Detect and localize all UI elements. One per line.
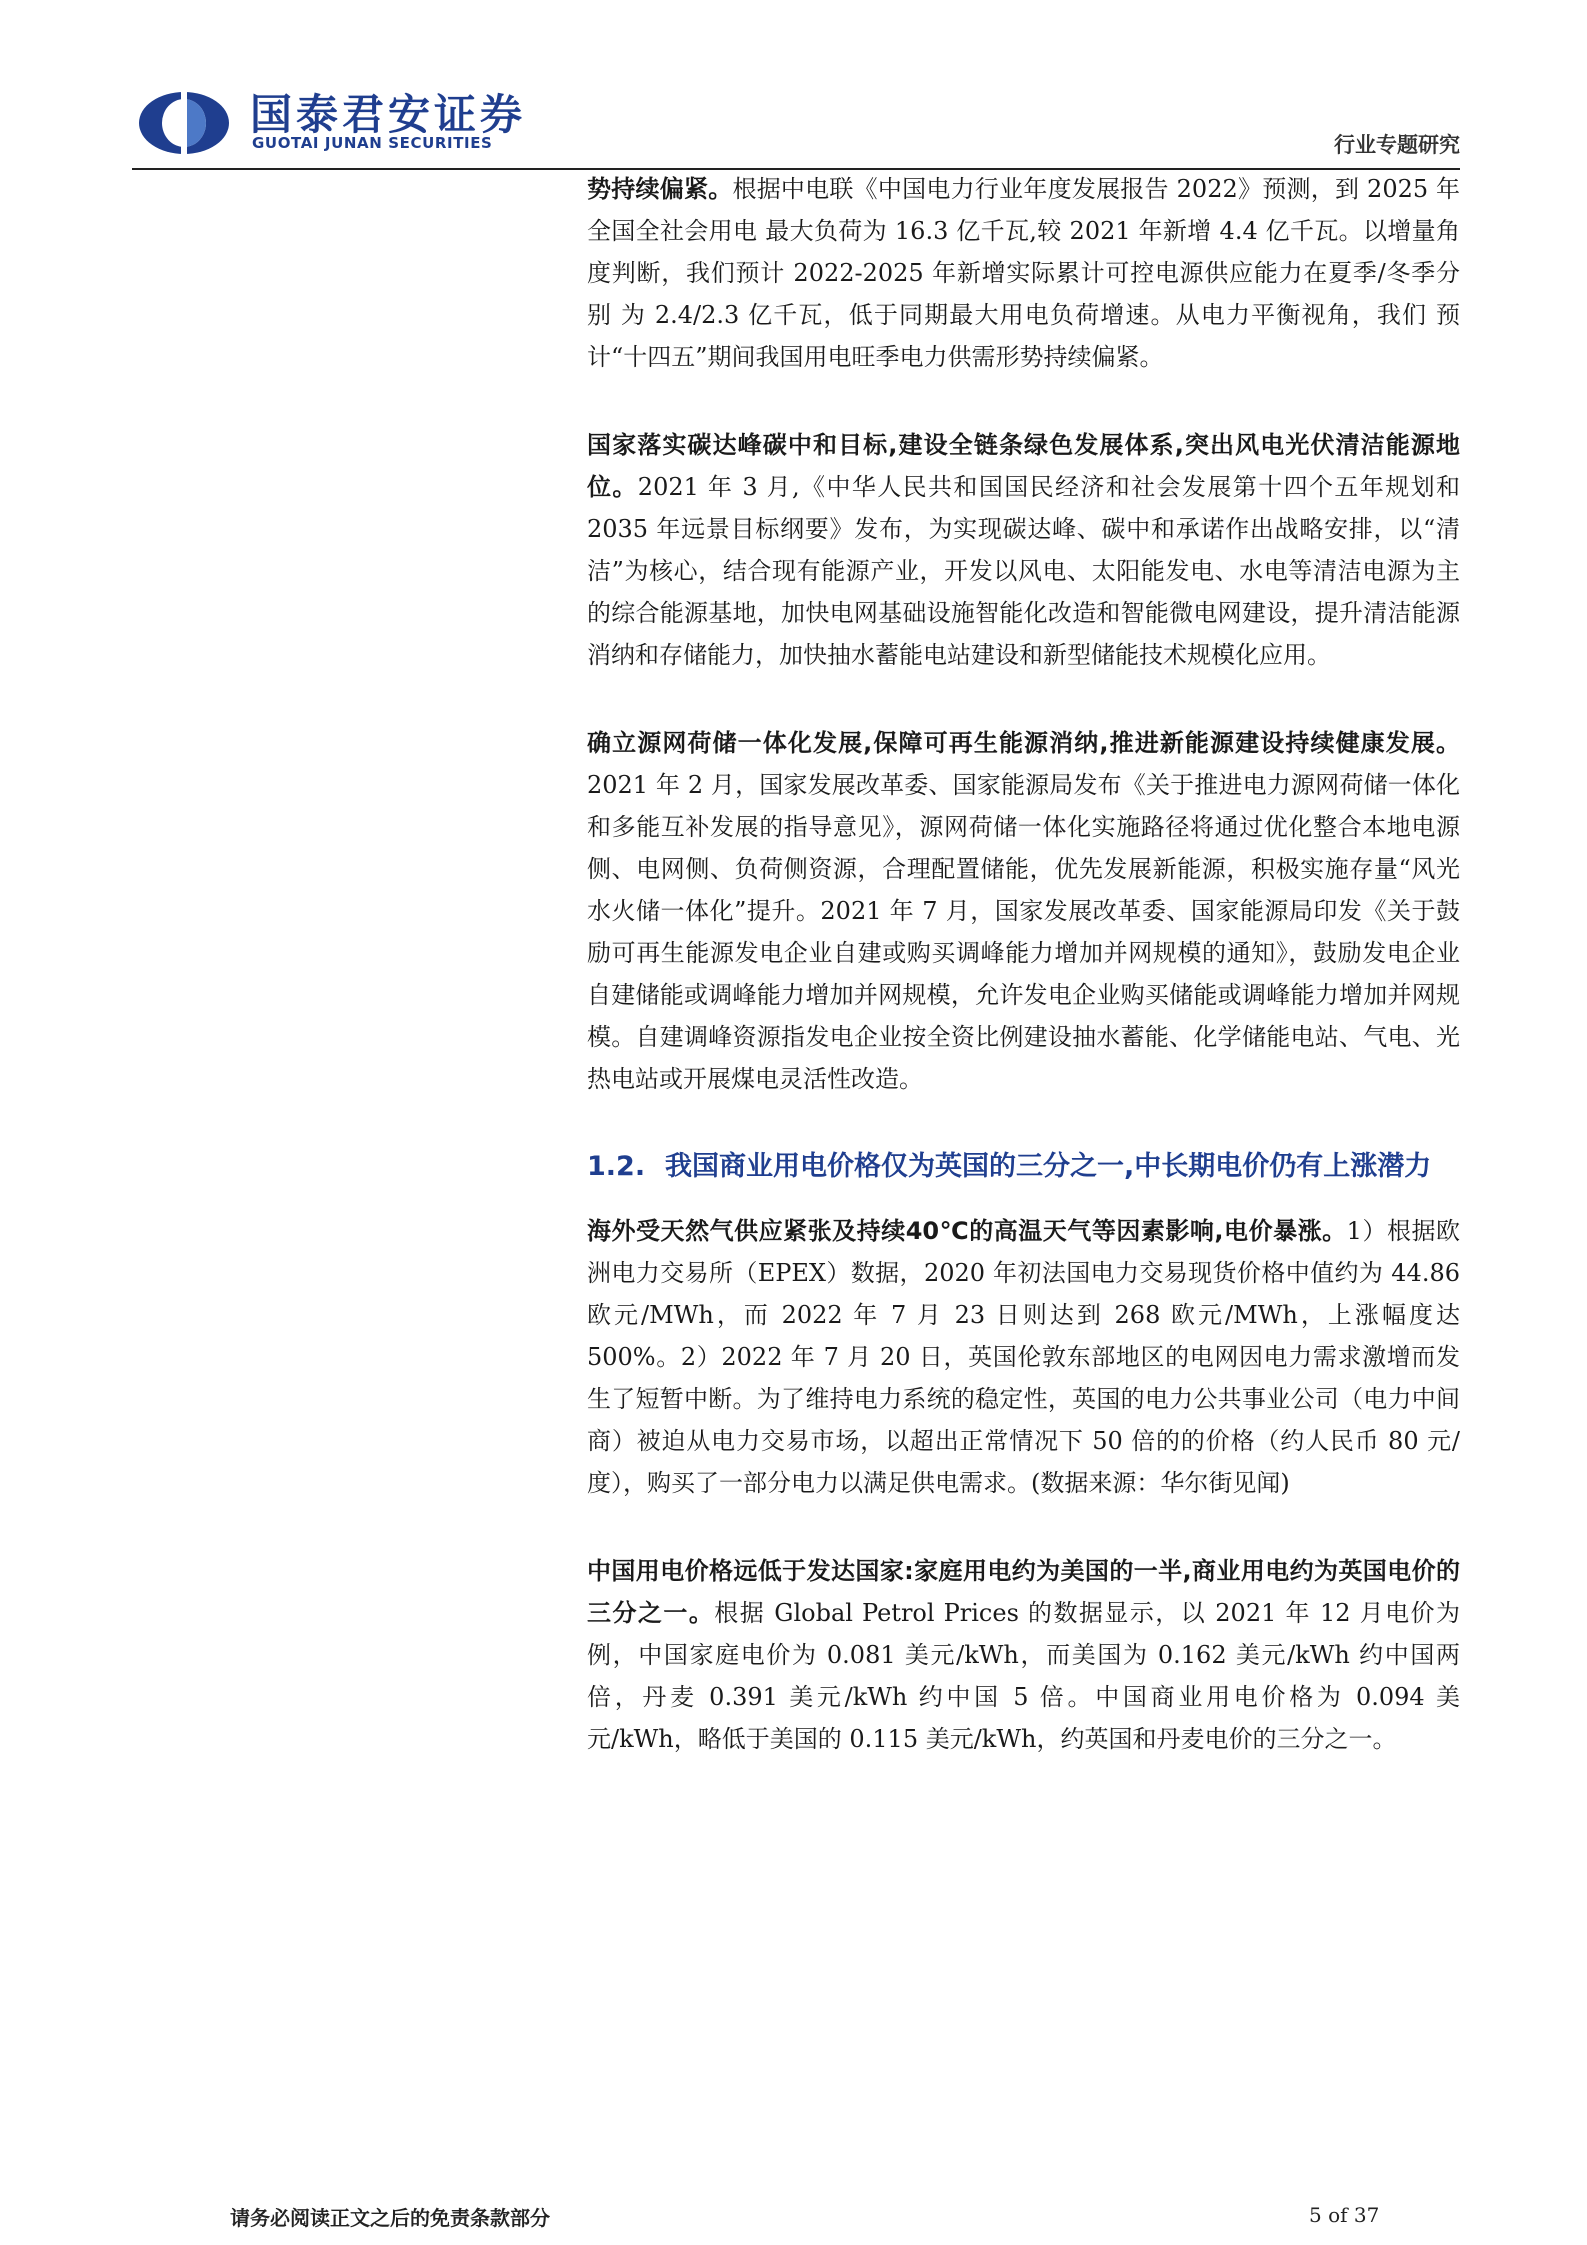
paragraph-power-supply-tight <box>587 168 1460 378</box>
paragraph-body: 2021 年 2 月，国家发展改革委、国家能源局发布《关于推进电力源网荷储一体化和多能互补发展的指导意见》，源网荷储一体化实施路径将通过优化整合本地电源侧、电网侧、负荷侧资源，合理配置储能，优先发展新能源，积极实施存量“风光水火储一体化”提升。2021 年 7 月，国家发展改革委、国家能源局印发《关于鼓励可再生能源发电企业自建或购买调峰能力增加并网规模的通知》，鼓励发电企业自建储能或调峰能力增加并网规模，允许发电企业购买储能或调峰能力增加并网规模。自建调峰资源指发电企业按全资比例建设抽水蓄能、化学储能电站、气电、光热电站或开展煤电灵活性改造。 <box>587 771 1460 1093</box>
main-content <box>587 168 1460 1806</box>
paragraph-lead: 中国用电价格远低于发达国家:家庭用电约为美国的一半,商业用电约为英国电价的三分之一。 <box>587 1557 1460 1627</box>
paragraph-lead: 海外受天然气供应紧张及持续40℃的高温天气等因素影响,电价暴涨。 <box>587 1217 1347 1245</box>
footer-disclaimer: 请务必阅读正文之后的免责条款部分 <box>230 2206 550 2230</box>
page-number: 5 of 37 <box>1309 2203 1380 2227</box>
page-header <box>0 0 1587 172</box>
paragraph-body: 根据 Global Petrol Prices 的数据显示，以 2021 年 12 月电价为例，中国家庭电价为 0.081 美元/kWh，而美国为 0.162 美元/kWh 约中国两倍，丹麦 0.391 美元/kWh 约中国 5 倍。中国商业用电价格为 0.094 美元/kWh，略低于美国的 0.115 美元/kWh，约英国和丹麦电价的三分之一。 <box>587 1599 1460 1753</box>
paragraph-lead: 确立源网荷储一体化发展,保障可再生能源消纳,推进新能源建设持续健康发展。 <box>587 729 1460 757</box>
section-number: 1.2. <box>587 1151 646 1182</box>
paragraph-body: 1）根据欧洲电力交易所（EPEX）数据，2020 年初法国电力交易现货价格中值约为 44.86 欧元/MWh，而 2022 年 7 月 23 日则达到 268 欧元/MWh，上涨幅度达 500%。2）2022 年 7 月 20 日，英国伦敦东部地区的电网因电力需求激增而发生了短暂中断。为了维持电力系统的稳定性，英国的电力公共事业公司（电力中间商）被迫从电力交易市场，以超出正常情况下 50 倍的的价格（约人民币 80 元/度），购买了一部分电力以满足供电需求。(数据来源：华尔街见闻) <box>587 1217 1460 1497</box>
paragraph-body: 2021 年 3 月,《中华人民共和国国民经济和社会发展第十四个五年规划和 2035 年远景目标纲要》发布，为实现碳达峰、碳中和承诺作出战略安排，以“清洁”为核心，结合现有能源产业，开发以风电、太阳能发电、水电等清洁电源为主的综合能源基地，加快电网基础设施智能化改造和智能微电网建设，提升清洁能源消纳和存储能力，加快抽水蓄能电站建设和新型储能技术规模化应用。 <box>587 473 1460 669</box>
paragraph-lead: 国家落实碳达峰碳中和目标,建设全链条绿色发展体系,突出风电光伏清洁能源地位。 <box>587 431 1460 501</box>
brand-name-cn: 国泰君安证券 <box>250 90 527 139</box>
paragraph-lead: 势持续偏紧。 <box>587 175 733 203</box>
brand-name-en: GUOTAI JUNAN SECURITIES <box>252 134 493 152</box>
paragraph-china-price-comparison <box>587 1550 1460 1760</box>
paragraph-source-grid-load-storage <box>587 722 1460 1100</box>
guotai-junan-logo-icon <box>136 88 232 158</box>
paragraph-overseas-price-surge <box>587 1210 1460 1504</box>
section-title: 我国商业用电价格仅为英国的三分之一,中长期电价仍有上涨潜力 <box>665 1151 1432 1182</box>
paragraph-body: 根据中电联《中国电力行业年度发展报告 2022》预测，到 2025 年全国全社会用电 最大负荷为 16.3 亿千瓦,较 2021 年新增 4.4 亿千瓦。以增量角度判断，我们预计 2022-2025 年新增实际累计可控电源供应能力在夏季/冬季分别 为 2.4/2.3 亿千瓦，低于同期最大用电负荷增速。从电力平衡视角，我们 预计“十四五”期间我国用电旺季电力供需形势持续偏紧。 <box>587 175 1461 371</box>
section-heading <box>587 1146 1460 1188</box>
paragraph-carbon-targets <box>587 424 1460 676</box>
report-type-label: 行业专题研究 <box>1334 133 1460 157</box>
